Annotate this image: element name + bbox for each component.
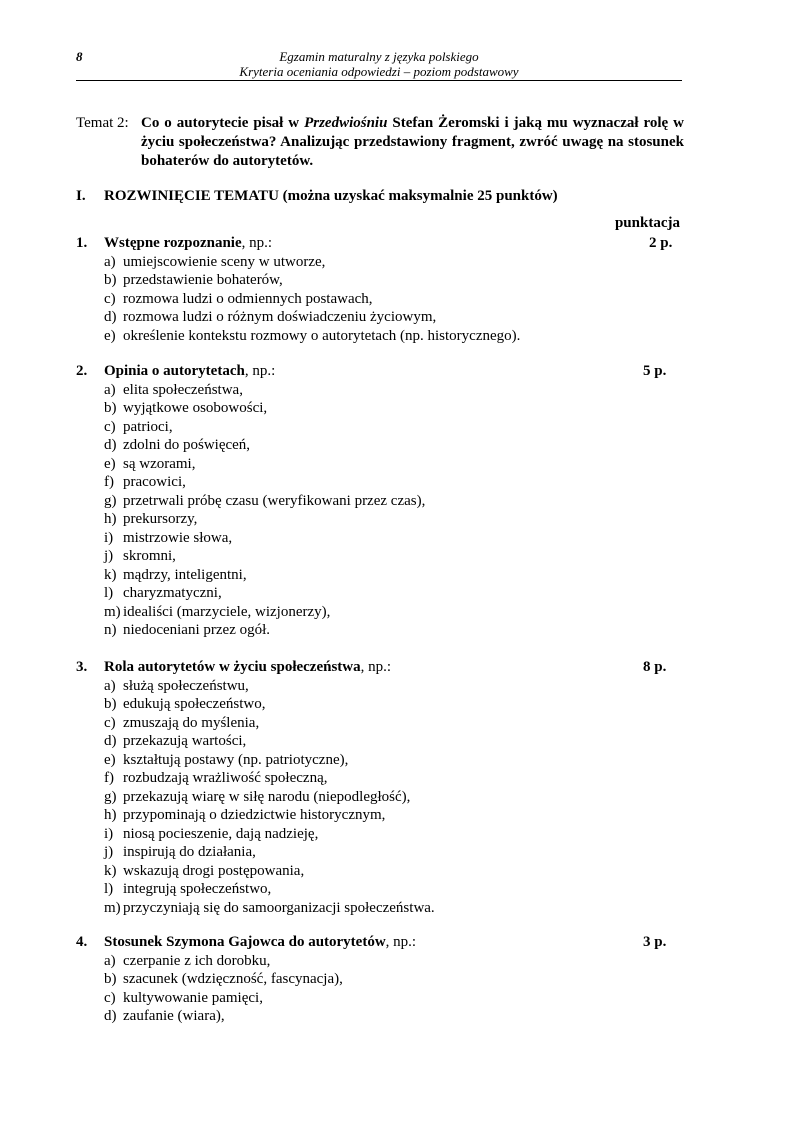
item-letter: j): [104, 548, 114, 564]
item-text: inspirują do działania,: [123, 844, 256, 860]
item-letter: k): [104, 566, 117, 583]
item-letter: c): [104, 989, 116, 1006]
item-letter: b): [104, 971, 117, 987]
list-item: [76, 492, 682, 511]
item-text: rozbudzają wrażliwość społeczną,: [123, 770, 328, 786]
criterion-items: [76, 253, 682, 346]
section-number: I.: [76, 188, 86, 204]
item-text: rozmowa ludzi o odmiennych postawach,: [123, 290, 373, 307]
item-text: niedoceniani przez ogół.: [123, 622, 271, 638]
item-text: przyczyniają się do samoorganizacji społeczeństwa.: [123, 899, 435, 916]
criterion-title: [104, 933, 416, 952]
criterion-heading: [76, 234, 682, 253]
list-item: [76, 825, 682, 844]
item-letter: b): [104, 272, 117, 288]
criterion-heading: [76, 362, 682, 381]
list-item: [76, 970, 682, 989]
list-item: [76, 806, 682, 825]
criterion-number: 4.: [76, 934, 88, 950]
item-text: integrują społeczeństwo,: [123, 881, 272, 897]
item-letter: c): [104, 290, 116, 307]
item-text: są wzorami,: [123, 455, 196, 472]
list-item: [76, 899, 682, 918]
page-number: 8: [76, 49, 83, 64]
header-criteria-title: Kryteria oceniania odpowiedzi – poziom podstawowy: [239, 64, 519, 79]
criterion-title-text: Rola autorytetów w życiu społeczeństwa: [104, 659, 361, 675]
item-letter: b): [104, 696, 117, 712]
topic-question: [141, 114, 684, 171]
item-text: edukują społeczeństwo,: [123, 696, 266, 712]
list-item: [76, 1007, 682, 1026]
item-letter: l): [104, 585, 114, 601]
criterion-points: 8 p.: [643, 659, 667, 675]
list-item: [76, 290, 682, 309]
header-exam-title: Egzamin maturalny z języka polskiego: [279, 49, 479, 64]
page-header: [76, 46, 682, 81]
criterion-title: [104, 658, 391, 677]
list-item: [76, 862, 682, 881]
list-item: [76, 418, 682, 437]
criterion-title-text: Wstępne rozpoznanie: [104, 235, 242, 251]
item-text: zaufanie (wiara),: [123, 1008, 225, 1024]
criterion-heading: [76, 658, 682, 677]
topic-label: Temat 2:: [76, 115, 129, 131]
item-letter: l): [104, 881, 114, 897]
criterion-4: [76, 933, 682, 1026]
criterion-title-suffix: , np.:: [241, 235, 273, 251]
criterion-title-suffix: , np.:: [244, 363, 276, 379]
item-letter: f): [104, 770, 114, 786]
item-text: przypominają o dziedzictwie historycznym,: [123, 807, 386, 823]
item-text: mistrzowie słowa,: [123, 529, 233, 546]
item-letter: i): [104, 825, 114, 842]
list-item: [76, 547, 682, 566]
list-item: [76, 510, 682, 529]
item-text: elita społeczeństwa,: [123, 381, 243, 398]
item-text: niosą pocieszenie, dają nadzieję,: [123, 825, 319, 842]
criterion-title-suffix: , np.:: [360, 659, 392, 675]
item-letter: a): [104, 952, 116, 969]
criterion-items: [76, 677, 682, 918]
criterion-points: 2 p.: [649, 235, 673, 251]
section-title: ROZWINIĘCIE TEMATU (można uzyskać maksymalnie 25 punktów): [104, 188, 558, 204]
criterion-3: [76, 658, 682, 917]
item-text: przedstawienie bohaterów,: [123, 272, 283, 288]
item-text: umiejscowienie sceny w utworze,: [123, 253, 326, 270]
item-letter: d): [104, 733, 117, 749]
item-text: skromni,: [123, 548, 176, 564]
list-item: [76, 584, 682, 603]
item-letter: c): [104, 714, 116, 731]
list-item: [76, 399, 682, 418]
list-item: [76, 327, 682, 346]
item-letter: i): [104, 529, 114, 546]
item-letter: e): [104, 455, 116, 472]
item-letter: g): [104, 788, 117, 805]
criterion-number: 2.: [76, 363, 88, 379]
item-letter: a): [104, 253, 116, 270]
item-text: rozmowa ludzi o różnym doświadczeniu życiowym,: [123, 309, 437, 325]
list-item: [76, 621, 682, 640]
item-letter: c): [104, 418, 116, 435]
item-text: pracowici,: [123, 474, 186, 490]
list-item: [76, 308, 682, 327]
item-letter: h): [104, 807, 117, 823]
item-letter: a): [104, 677, 116, 694]
item-text: mądrzy, inteligentni,: [123, 566, 247, 583]
criterion-title: [104, 362, 275, 381]
list-item: [76, 677, 682, 696]
item-letter: g): [104, 492, 117, 509]
item-letter: e): [104, 751, 116, 768]
item-text: szacunek (wdzięczność, fascynacja),: [123, 971, 343, 987]
list-item: [76, 381, 682, 400]
criterion-title-text: Opinia o autorytetach: [104, 363, 245, 379]
list-item: [76, 566, 682, 585]
criterion-2: [76, 362, 682, 640]
item-text: przekazują wartości,: [123, 733, 247, 749]
item-letter: e): [104, 327, 116, 344]
item-text: prekursorzy,: [123, 511, 198, 527]
topic-part-2: Stefan Żeromski i jaką mu wyznaczał rolę w życiu społeczeństwa? Analizując przedstawiony fragment, zwróć uwagę na stosunek bohaterów do autorytetów.: [141, 115, 684, 169]
criterion-heading: [76, 933, 682, 952]
list-item: [76, 271, 682, 290]
list-item: [76, 603, 682, 622]
item-letter: m): [104, 899, 121, 916]
list-item: [76, 455, 682, 474]
list-item: [76, 751, 682, 770]
list-item: [76, 788, 682, 807]
item-text: patrioci,: [123, 418, 173, 435]
list-item: [76, 714, 682, 733]
item-text: wyjątkowe osobowości,: [123, 400, 268, 416]
criterion-points: 3 p.: [643, 934, 667, 950]
criterion-title-text: Stosunek Szymona Gajowca do autorytetów: [104, 934, 386, 950]
item-letter: j): [104, 844, 114, 860]
item-letter: k): [104, 862, 117, 879]
item-text: charyzmatyczni,: [123, 585, 222, 601]
item-letter: m): [104, 603, 121, 620]
list-item: [76, 843, 682, 862]
item-text: kształtują postawy (np. patriotyczne),: [123, 751, 349, 768]
list-item: [76, 473, 682, 492]
criterion-title: [104, 234, 272, 253]
item-letter: f): [104, 474, 114, 490]
criterion-points: 5 p.: [643, 363, 667, 379]
item-text: zmuszają do myślenia,: [123, 714, 260, 731]
criterion-title-suffix: , np.:: [385, 934, 417, 950]
list-item: [76, 695, 682, 714]
criterion-items: [76, 381, 682, 640]
topic-part-1: Co o autorytecie pisał w: [141, 115, 305, 131]
list-item: [76, 253, 682, 272]
item-letter: d): [104, 309, 117, 325]
item-text: kultywowanie pamięci,: [123, 989, 263, 1006]
item-text: czerpanie z ich dorobku,: [123, 952, 271, 969]
item-letter: h): [104, 511, 117, 527]
item-letter: d): [104, 1008, 117, 1024]
criterion-1: [76, 234, 682, 345]
item-letter: n): [104, 622, 117, 638]
points-column-header: punktacja: [614, 215, 680, 231]
list-item: [76, 989, 682, 1008]
list-item: [76, 769, 682, 788]
list-item: [76, 952, 682, 971]
item-text: wskazują drogi postępowania,: [123, 862, 305, 879]
topic-work-title: Przedwiośniu: [304, 115, 388, 131]
item-letter: a): [104, 381, 116, 398]
list-item: [76, 529, 682, 548]
item-text: służą społeczeństwu,: [123, 677, 249, 694]
criterion-number: 1.: [76, 235, 88, 251]
item-text: idealiści (marzyciele, wizjonerzy),: [123, 603, 331, 620]
list-item: [76, 732, 682, 751]
criterion-number: 3.: [76, 659, 88, 675]
item-letter: b): [104, 400, 117, 416]
item-text: zdolni do poświęceń,: [123, 437, 251, 453]
criterion-items: [76, 952, 682, 1026]
item-text: określenie kontekstu rozmowy o autorytetach (np. historycznego).: [123, 327, 521, 344]
list-item: [76, 436, 682, 455]
item-text: przekazują wiarę w siłę narodu (niepodległość),: [123, 788, 411, 805]
item-text: przetrwali próbę czasu (weryfikowani przez czas),: [123, 492, 426, 509]
list-item: [76, 880, 682, 899]
item-letter: d): [104, 437, 117, 453]
